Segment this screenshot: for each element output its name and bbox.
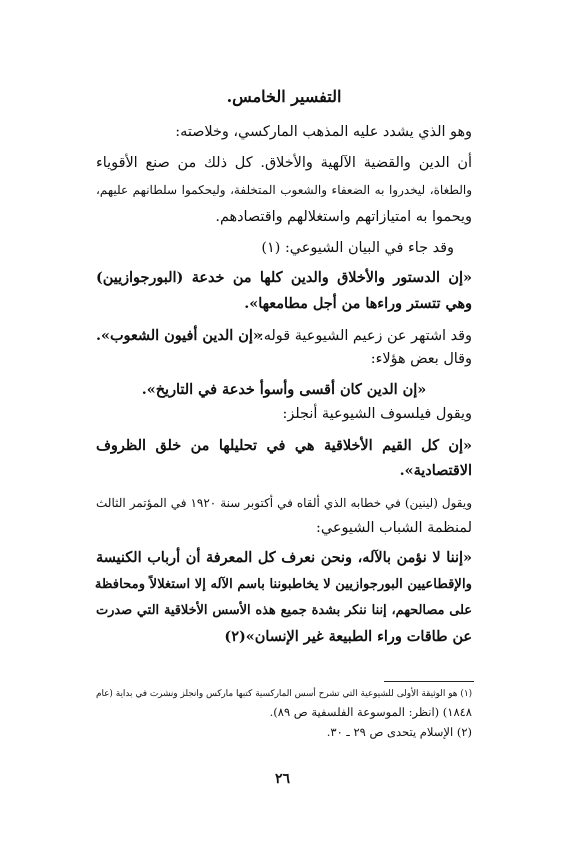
- footnote-divider: [384, 681, 474, 682]
- leader-quote: «إن الدين أفيون الشعوب».: [96, 327, 262, 344]
- engels-quote-line-1: «إن كل القيم الأخلاقية هي في تحليلها من خلق الظروف: [96, 437, 472, 454]
- page-number: ٢٦: [274, 771, 291, 787]
- intro-line: وهو الذي يشدد عليه المذهب الماركسي، وخلاصته:: [175, 124, 472, 140]
- manifesto-quote-line-1: «إن الدستور والأخلاق والدين كلها من خدعة (البورجوازيين): [96, 269, 472, 286]
- footnote-1-line-1: (١) هو الوثيقة الأولى للشيوعية التي تشرح أسس الماركسية كتبها ماركس وانجلز ونشرت في بداية (عام: [96, 689, 472, 699]
- engels-intro: ويقول فيلسوف الشيوعية أنجلز:: [282, 406, 472, 422]
- lenin-intro-line-2: لمنظمة الشباب الشيوعي:: [316, 520, 472, 536]
- manifesto-quote-line-2: وهي تتستر وراءها من أجل مطامعها».: [244, 295, 472, 312]
- section-heading: التفسير الخامس.: [226, 87, 342, 106]
- leader-intro: وقد اشتهر عن زعيم الشيوعية قوله:: [258, 328, 472, 344]
- lenin-quote-line-4: عن طاقات وراء الطبيعة غير الإنسان»(٢): [224, 628, 472, 645]
- lenin-quote-line-3: على مصالحهم، إننا ننكر بشدة جميع هذه الأسس الأخلاقية التي صدرت: [96, 603, 472, 618]
- engels-quote-line-2: الاقتصادية».: [399, 462, 472, 479]
- manifesto-intro: وقد جاء في البيان الشيوعي: (١): [261, 240, 454, 256]
- some-said-line: وقال بعض هؤلاء:: [370, 351, 472, 367]
- summary-line-1: أن الدين والقضية الآلهية والأخلاق. كل ذلك من صنع الأقوياء: [96, 155, 472, 171]
- history-quote: «إن الدين كان أقسى وأسوأ خدعة في التاريخ».: [141, 381, 427, 398]
- lenin-quote-line-2: والإقطاعيين البورجوازيين لا يخاطبوننا باسم الآله إلا استغلالاً ومحافظة: [94, 577, 472, 592]
- summary-line-2: والطغاة، ليخدروا به الضعفاء والشعوب المتخلفة، وليحكموا سلطانهم عليهم،: [96, 183, 472, 197]
- footnote-2: (٢) الإسلام يتحدى ص ٢٩ ـ ٣٠.: [326, 725, 472, 739]
- lenin-quote-line-1: «إننا لا نؤمن بالآله، ونحن نعرف كل المعرفة أن أرباب الكنيسة: [96, 549, 472, 566]
- footnote-1-line-2: ١٨٤٨) (انظر: الموسوعة الفلسفية ص ٨٩).: [269, 705, 472, 719]
- lenin-intro-line-1: ويقول (لينين) في خطابه الذي ألقاه في أكتوبر سنة ١٩٢٠ في المؤتمر الثالث: [96, 496, 473, 510]
- summary-line-3: ويحموا به امتيازاتهم واستغلالهم واقتصادهم.: [215, 209, 472, 225]
